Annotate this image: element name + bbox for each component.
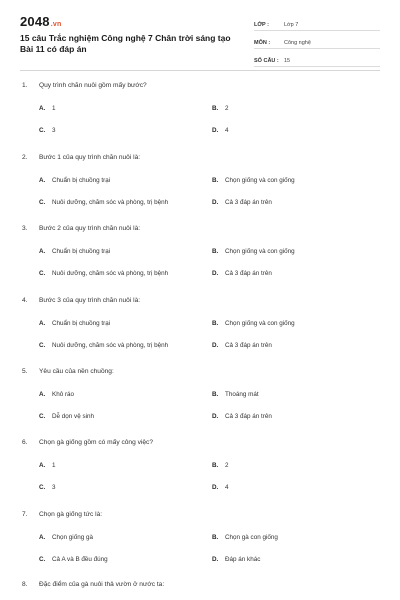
question-text (22, 438, 382, 448)
option-text: Chọn giống gà (52, 534, 93, 541)
option-text: Thoáng mát (225, 391, 259, 398)
question-number: 8. (22, 581, 28, 588)
question-number: 6. (22, 439, 28, 446)
option-letter: A. (39, 534, 46, 541)
option-letter: D. (212, 413, 219, 420)
option-letter: B. (212, 248, 219, 255)
option-a[interactable] (39, 533, 93, 543)
option-d[interactable] (212, 198, 272, 208)
option-letter: A. (39, 177, 46, 184)
question-prompt: Quy trình chăn nuôi gồm mấy bước? (39, 82, 147, 89)
option-text: 3 (52, 484, 56, 491)
question-text (22, 367, 382, 377)
option-row (22, 390, 382, 400)
meta-row-class (254, 15, 380, 31)
option-letter: B. (212, 177, 219, 184)
option-b[interactable] (212, 390, 259, 400)
option-row (22, 198, 382, 208)
option-text: Cả A và B đều đúng (52, 556, 108, 563)
question-prompt: Bước 3 của quy trình chăn nuôi là: (39, 297, 141, 304)
option-letter: C. (39, 199, 46, 206)
option-text: Chuẩn bị chuồng trại (52, 177, 111, 184)
option-row (22, 533, 382, 543)
option-letter: C. (39, 127, 46, 134)
option-row (22, 126, 382, 136)
option-letter: C. (39, 484, 46, 491)
option-text: Cả 3 đáp án trên (225, 199, 272, 206)
option-letter: A. (39, 320, 46, 327)
option-text: Chuẩn bị chuồng trại (52, 320, 111, 327)
option-letter: C. (39, 556, 46, 563)
option-row (22, 176, 382, 186)
question-number: 5. (22, 368, 28, 375)
option-letter: B. (212, 391, 219, 398)
option-letter: C. (39, 342, 46, 349)
option-b[interactable] (212, 247, 295, 257)
option-c[interactable] (39, 126, 56, 136)
meta-value: Lớp 7 (284, 22, 299, 28)
option-c[interactable] (39, 555, 108, 565)
option-letter: C. (39, 270, 46, 277)
option-letter: D. (212, 556, 219, 563)
option-c[interactable] (39, 483, 56, 493)
question-prompt: Chọn gà giống tức là: (39, 511, 103, 518)
question-8 (22, 580, 382, 590)
option-d[interactable] (212, 341, 272, 351)
option-letter: D. (212, 342, 219, 349)
option-letter: C. (39, 413, 46, 420)
option-text: Chọn giống và con giống (225, 248, 295, 255)
question-2 (22, 153, 382, 208)
option-text: Đáp án khác (225, 556, 261, 563)
option-text: Nuôi dưỡng, chăm sóc và phòng, trị bệnh (52, 199, 169, 206)
option-letter: D. (212, 484, 219, 491)
option-text: Khô ráo (52, 391, 75, 398)
question-prompt: Đặc điểm của gà nuôi thả vườn ở nước ta: (39, 581, 165, 588)
option-a[interactable] (39, 104, 56, 114)
option-d[interactable] (212, 269, 272, 279)
question-prompt: Bước 1 của quy trình chăn nuôi là: (39, 154, 141, 161)
option-c[interactable] (39, 269, 168, 279)
option-row (22, 461, 382, 471)
option-text: Chọn gà con giống (225, 534, 278, 541)
question-text (22, 580, 382, 590)
option-letter: B. (212, 105, 219, 112)
question-number: 7. (22, 511, 28, 518)
question-5 (22, 367, 382, 422)
question-7 (22, 510, 382, 565)
option-a[interactable] (39, 176, 110, 186)
option-b[interactable] (212, 533, 278, 543)
option-letter: D. (212, 199, 219, 206)
meta-value: 15 (284, 58, 291, 64)
option-letter: D. (212, 127, 219, 134)
question-prompt: Bước 2 của quy trình chăn nuôi là: (39, 225, 141, 232)
option-text: Chọn giống và con giống (225, 320, 295, 327)
option-text: 2 (225, 462, 229, 469)
option-b[interactable] (212, 176, 295, 186)
question-3 (22, 224, 382, 279)
option-row (22, 555, 382, 565)
option-row (22, 247, 382, 257)
meta-row-subject (254, 33, 380, 49)
meta-label: MÔN : (254, 40, 271, 46)
option-text: Cả 3 đáp án trên (225, 342, 272, 349)
option-row (22, 319, 382, 329)
site-logo[interactable] (20, 14, 61, 29)
option-text: Nuôi dưỡng, chăm sóc và phòng, trị bệnh (52, 270, 169, 277)
option-b[interactable] (212, 104, 229, 114)
question-number: 3. (22, 225, 28, 232)
question-prompt: Yêu cầu của nền chuồng: (39, 368, 114, 375)
question-number: 1. (22, 82, 28, 89)
option-a[interactable] (39, 319, 110, 329)
option-text: 1 (52, 105, 56, 112)
option-letter: B. (212, 534, 219, 541)
meta-value: Công nghệ (284, 40, 311, 46)
question-text (22, 296, 382, 306)
option-text: Chuẩn bị chuồng trại (52, 248, 111, 255)
question-text (22, 224, 382, 234)
option-a[interactable] (39, 461, 56, 471)
option-letter: A. (39, 391, 46, 398)
option-text: Nuôi dưỡng, chăm sóc và phòng, trị bệnh (52, 342, 169, 349)
meta-label: SỐ CÂU : (254, 58, 279, 64)
option-row (22, 104, 382, 114)
question-text (22, 153, 382, 163)
question-text (22, 510, 382, 520)
option-text: 4 (225, 127, 229, 134)
option-b[interactable] (212, 461, 229, 471)
logo-main-text: 2048 (20, 14, 50, 29)
option-text: Cả 3 đáp án trên (225, 270, 272, 277)
logo-suffix-text: .vn (50, 21, 62, 28)
option-c[interactable] (39, 412, 94, 422)
option-row (22, 269, 382, 279)
question-1 (22, 81, 382, 136)
option-c[interactable] (39, 341, 168, 351)
option-text: 2 (225, 105, 229, 112)
option-letter: B. (212, 320, 219, 327)
option-c[interactable] (39, 198, 168, 208)
option-a[interactable] (39, 390, 74, 400)
option-text: Chọn giống và con giống (225, 177, 295, 184)
option-letter: B. (212, 462, 219, 469)
option-letter: A. (39, 248, 46, 255)
page-title: 15 câu Trắc nghiệm Công nghệ 7 Chân trời sáng tạo Bài 11 có đáp án (20, 33, 231, 54)
option-b[interactable] (212, 319, 295, 329)
option-d[interactable] (212, 555, 260, 565)
option-d[interactable] (212, 126, 229, 136)
question-text (22, 81, 382, 91)
header-divider (20, 70, 380, 71)
option-letter: A. (39, 105, 46, 112)
option-row (22, 341, 382, 351)
option-letter: A. (39, 462, 46, 469)
question-4 (22, 296, 382, 351)
option-row (22, 483, 382, 493)
option-row (22, 412, 382, 422)
option-text: Cả 3 đáp án trên (225, 413, 272, 420)
option-text: Dễ dọn vệ sinh (52, 413, 95, 420)
question-number: 2. (22, 154, 28, 161)
option-letter: D. (212, 270, 219, 277)
question-prompt: Chọn gà giống gồm có mấy công việc? (39, 439, 153, 446)
question-6 (22, 438, 382, 493)
option-d[interactable] (212, 412, 272, 422)
option-text: 3 (52, 127, 56, 134)
quiz-meta-panel (254, 15, 380, 69)
question-number: 4. (22, 297, 28, 304)
meta-row-count (254, 51, 380, 67)
option-a[interactable] (39, 247, 110, 257)
option-text: 1 (52, 462, 56, 469)
option-d[interactable] (212, 483, 229, 493)
meta-label: LỚP : (254, 22, 269, 28)
option-text: 4 (225, 484, 229, 491)
